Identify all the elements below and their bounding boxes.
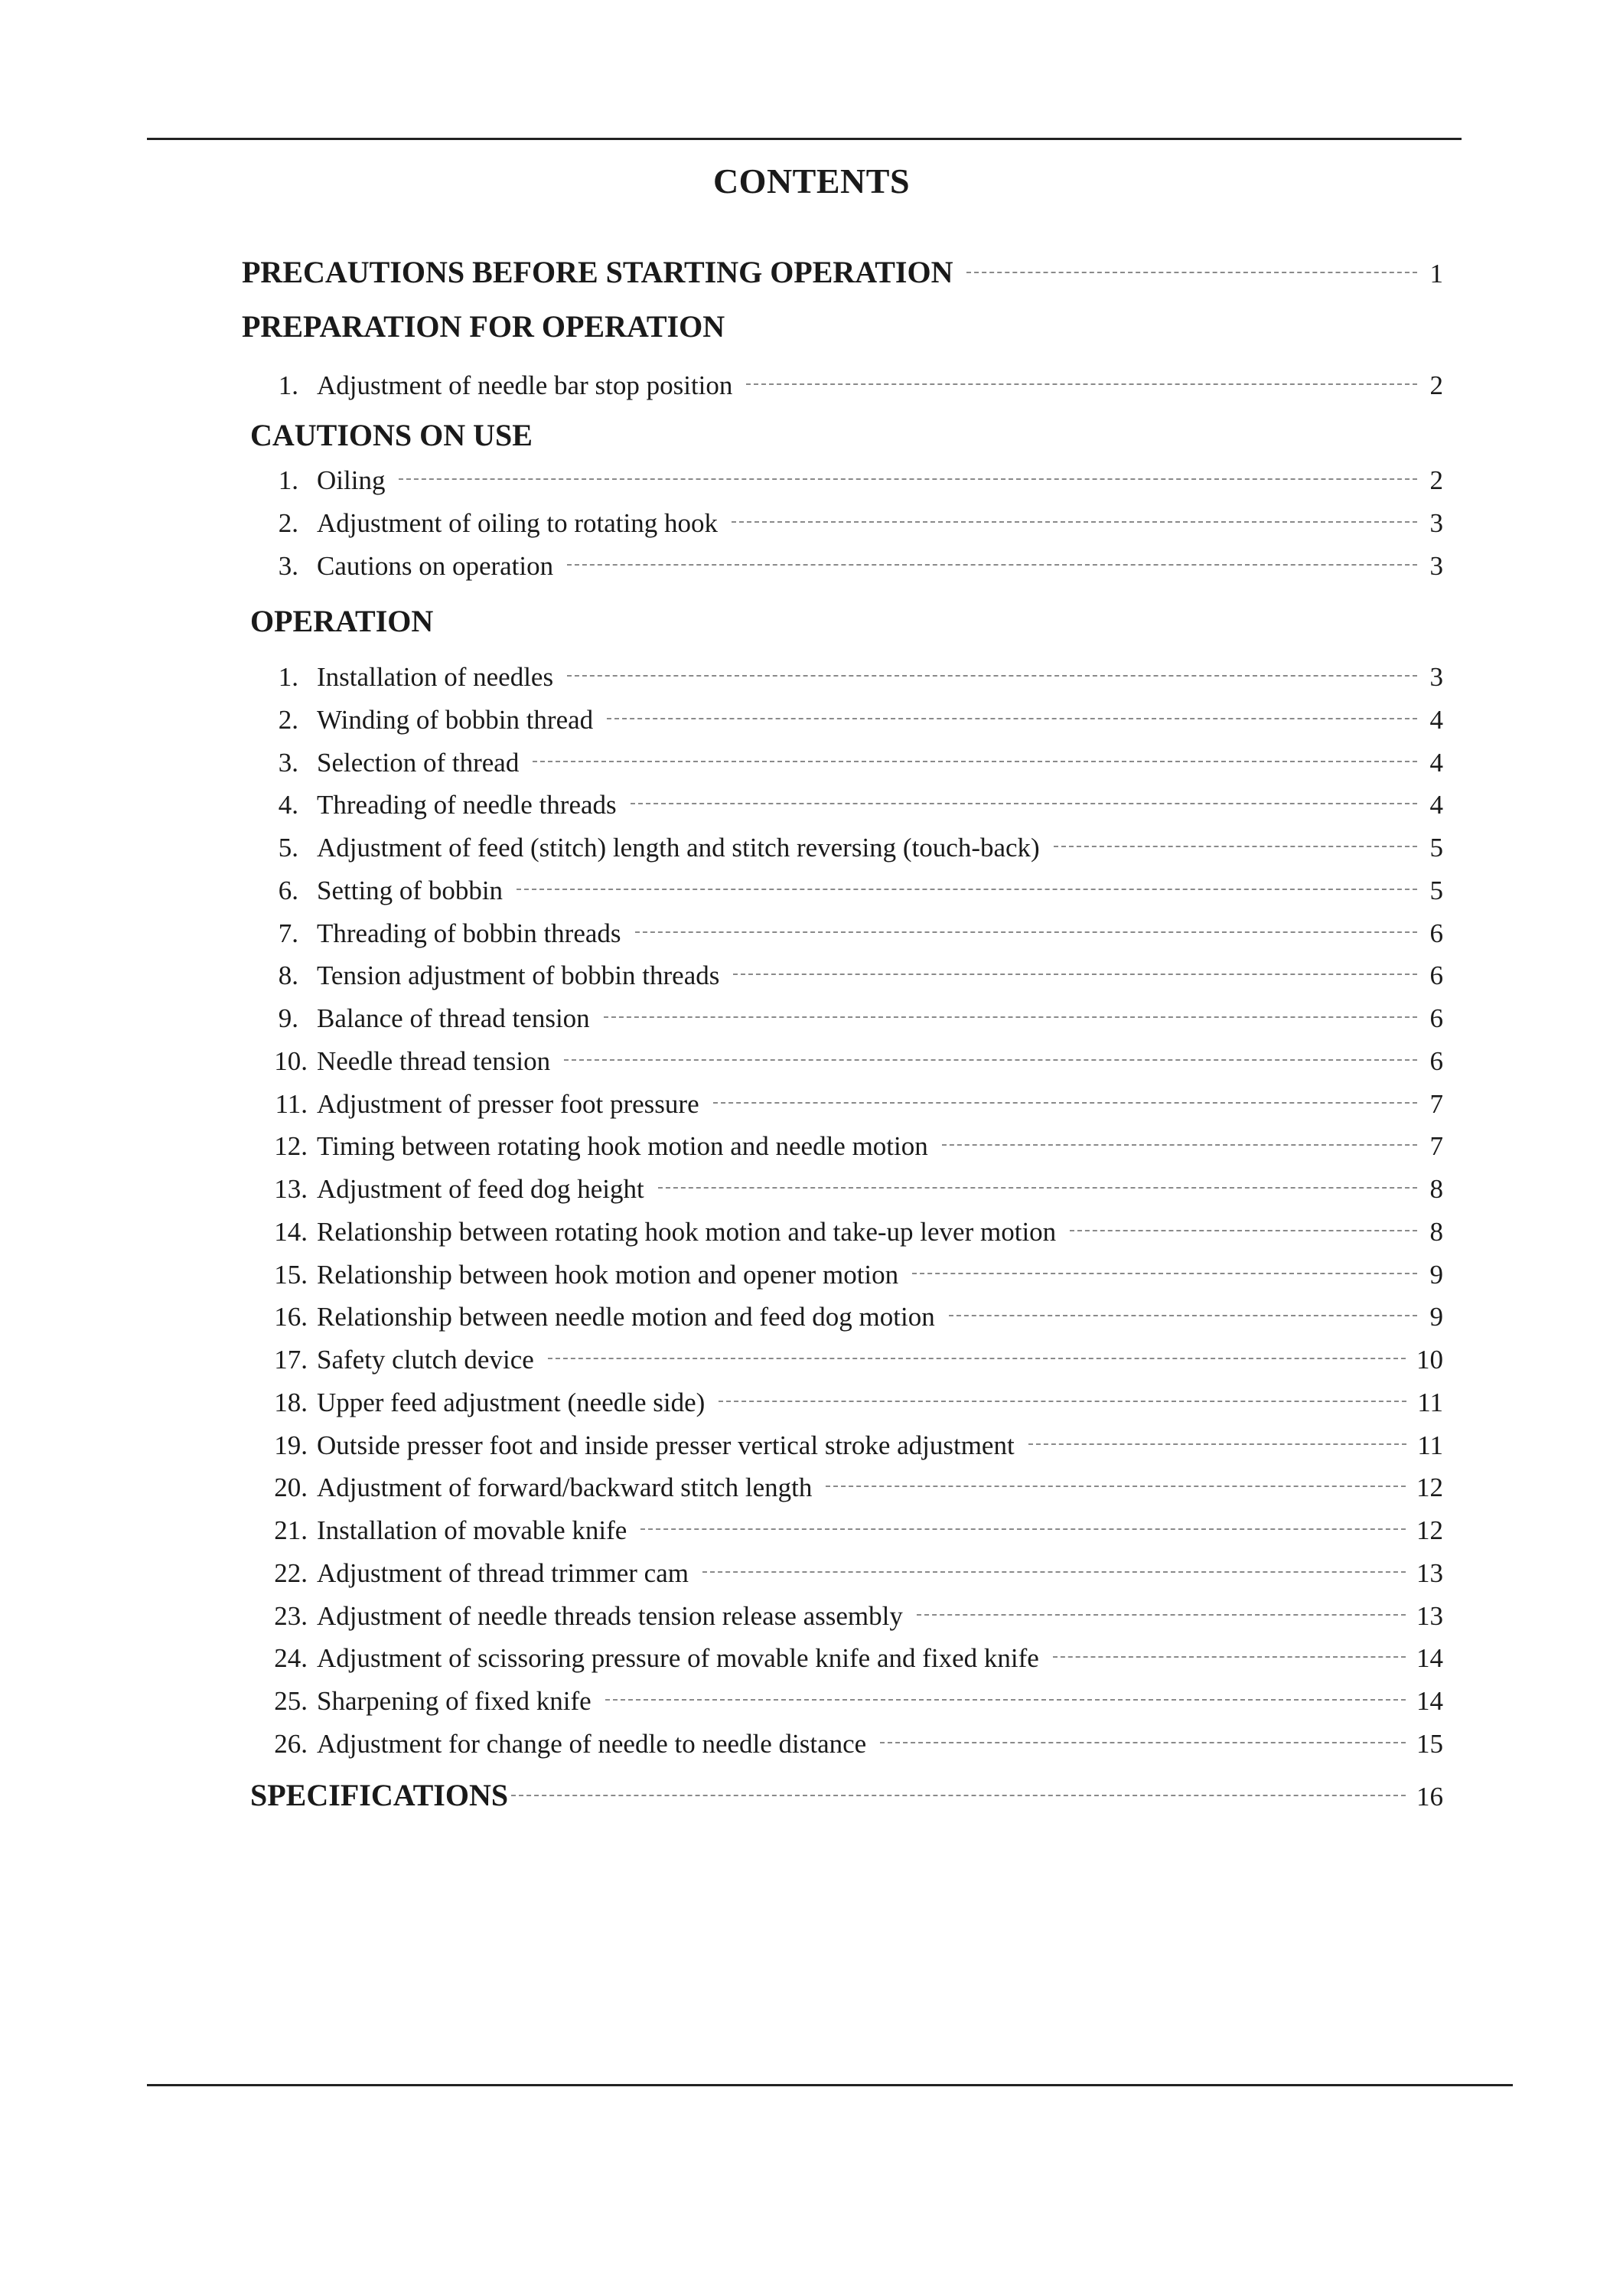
toc-entry-number: 23. (274, 1600, 308, 1631)
toc-entry-precautions[interactable] (242, 254, 1443, 290)
toc-page-number: 3 (1429, 508, 1443, 538)
toc-entry-label: Setting of bobbin (317, 875, 504, 905)
toc-page-number: 5 (1429, 833, 1443, 863)
dot-leader (719, 1401, 1406, 1402)
toc-page-number: 9 (1429, 1302, 1443, 1332)
dot-leader (966, 272, 1417, 273)
toc-page-number: 11 (1417, 1387, 1443, 1417)
toc-entry-label: Adjustment for change of needle to needle distance (317, 1728, 867, 1759)
toc-entry-label: Adjustment of forward/backward stitch length (317, 1473, 813, 1503)
toc-page-number: 4 (1429, 704, 1443, 735)
toc-page-number: 6 (1429, 1003, 1443, 1033)
toc-entry-label: Timing between rotating hook motion and needle motion (317, 1131, 928, 1162)
toc-entry-label: Upper feed adjustment (needle side) (317, 1387, 706, 1417)
toc-entry-label: Sharpening of fixed knife (317, 1686, 592, 1716)
dot-leader (1053, 1656, 1406, 1658)
toc-entry-number: 2. (278, 508, 298, 538)
toc-entry[interactable] (242, 1388, 1443, 1418)
dot-leader (733, 974, 1417, 975)
toc-entry-label: Balance of thread tension (317, 1003, 590, 1033)
toc-entry[interactable] (242, 1643, 1443, 1674)
toc-entry-number: 24. (274, 1643, 308, 1674)
dot-leader (746, 383, 1417, 385)
toc-entry-label: Adjustment of thread trimmer cam (317, 1557, 689, 1588)
toc-entry[interactable] (242, 1686, 1443, 1717)
toc-entry[interactable] (242, 1260, 1443, 1290)
section-heading-cautions: CAUTIONS ON USE (250, 418, 533, 452)
dot-leader (564, 1059, 1417, 1061)
dot-leader (658, 1187, 1417, 1189)
toc-entry-label: Cautions on operation (317, 551, 554, 581)
toc-entry[interactable] (242, 1729, 1443, 1760)
toc-page-number: 3 (1429, 662, 1443, 692)
dot-leader (533, 761, 1417, 762)
dot-leader (912, 1273, 1417, 1274)
toc-entry[interactable] (242, 370, 1443, 401)
toc-entry[interactable] (242, 1345, 1443, 1375)
page-title: CONTENTS (712, 161, 911, 201)
toc-entry-label: Adjustment of feed (stitch) length and stitch reversing (touch-back) (317, 833, 1040, 863)
toc-page-number: 12 (1416, 1473, 1443, 1503)
toc-page-number: 16 (1416, 1782, 1443, 1812)
toc-entry-label: Winding of bobbin thread (317, 704, 594, 735)
toc-page-number: 7 (1429, 1131, 1443, 1162)
toc-page-number: 2 (1429, 370, 1443, 400)
toc-entry-number: 12. (274, 1131, 308, 1162)
toc-entry-label: Needle thread tension (317, 1045, 551, 1076)
toc-entry-number: 21. (274, 1515, 308, 1545)
toc-page-number: 5 (1429, 875, 1443, 905)
toc-entry-number: 25. (274, 1686, 308, 1716)
dot-leader (604, 1016, 1417, 1018)
toc-entry[interactable] (242, 465, 1443, 496)
dot-leader (1070, 1230, 1417, 1231)
toc-entry-number: 1. (278, 662, 298, 692)
toc-entry[interactable] (242, 1217, 1443, 1247)
toc-entry[interactable] (242, 748, 1443, 778)
toc-entry[interactable] (242, 1430, 1443, 1461)
dot-leader (635, 931, 1417, 933)
dot-leader (517, 889, 1417, 890)
toc-entry-label: Threading of needle threads (317, 790, 617, 820)
dot-leader (640, 1528, 1406, 1530)
toc-entry-label: Oiling (317, 465, 386, 495)
dot-leader (942, 1144, 1417, 1146)
dot-leader (702, 1571, 1406, 1573)
dot-leader (511, 1795, 1406, 1796)
toc-entry-number: 9. (278, 1003, 298, 1033)
toc-entry-number: 19. (274, 1430, 308, 1460)
toc-entry-label: Adjustment of scissoring pressure of movable knife and fixed knife (317, 1643, 1039, 1674)
toc-entry[interactable] (242, 1515, 1443, 1546)
toc-page-number: 6 (1429, 918, 1443, 948)
dot-leader (548, 1358, 1406, 1359)
toc-entry-label: Installation of movable knife (317, 1515, 627, 1545)
toc-entry-label: Relationship between hook motion and opener motion (317, 1259, 899, 1290)
toc-entry-number: 3. (278, 747, 298, 778)
toc-entry-label: Installation of needles (317, 662, 554, 692)
toc-page-number: 14 (1416, 1686, 1443, 1716)
toc-entry[interactable] (242, 876, 1443, 906)
dot-leader (1028, 1443, 1407, 1445)
bottom-rule (147, 2084, 1513, 2086)
toc-entry-label: Adjustment of oiling to rotating hook (317, 508, 718, 538)
toc-entry-number: 2. (278, 704, 298, 735)
toc-page-number: 13 (1416, 1600, 1443, 1631)
toc-entry[interactable] (242, 705, 1443, 735)
toc-entry-number: 3. (278, 551, 298, 581)
toc-entry[interactable] (242, 508, 1443, 539)
toc-page-number: 13 (1416, 1557, 1443, 1588)
section-heading-operation: OPERATION (250, 604, 434, 638)
toc-page-number: 15 (1416, 1728, 1443, 1759)
toc-page-number: 11 (1417, 1430, 1443, 1460)
dot-leader (605, 1699, 1406, 1701)
dot-leader (567, 675, 1417, 677)
toc-page-number: 3 (1429, 551, 1443, 581)
toc-page-number: 7 (1429, 1088, 1443, 1119)
toc-entry[interactable] (242, 833, 1443, 863)
toc-entry-number: 4. (278, 790, 298, 820)
dot-leader (567, 564, 1417, 566)
toc-page-number: 10 (1416, 1345, 1443, 1375)
dot-leader (631, 803, 1417, 804)
section-heading-preparation: PREPARATION FOR OPERATION (242, 309, 725, 344)
toc-entry-number: 8. (278, 960, 298, 991)
toc-entry-label: Adjustment of feed dog height (317, 1174, 644, 1204)
toc-entry-label: Outside presser foot and inside presser vertical stroke adjustment (317, 1430, 1015, 1460)
toc-page-number: 6 (1429, 1045, 1443, 1076)
dot-leader (607, 718, 1417, 719)
toc-entry[interactable] (242, 662, 1443, 693)
dot-leader (713, 1102, 1417, 1104)
toc-entry-label: Adjustment of needle threads tension release assembly (317, 1600, 903, 1631)
toc-entry-label: Selection of thread (317, 747, 520, 778)
toc-entry[interactable] (242, 1473, 1443, 1503)
toc-page-number: 14 (1416, 1643, 1443, 1674)
toc-page-number: 8 (1429, 1216, 1443, 1247)
toc-entry[interactable] (242, 1046, 1443, 1077)
toc-entry-number: 5. (278, 833, 298, 863)
toc-entry[interactable] (242, 1302, 1443, 1332)
toc-entry-number: 11. (275, 1088, 308, 1119)
toc-entry-number: 1. (278, 370, 298, 400)
toc-page-number: 6 (1429, 960, 1443, 991)
toc-entry-label: PRECAUTIONS BEFORE STARTING OPERATION (242, 255, 953, 289)
dot-leader (1054, 846, 1417, 847)
toc-entry[interactable] (242, 1174, 1443, 1205)
toc-page-number: 4 (1429, 747, 1443, 778)
toc-page-number: 1 (1429, 259, 1443, 289)
toc-entry-number: 26. (274, 1728, 308, 1759)
toc-entry-number: 22. (274, 1557, 308, 1588)
toc-entry[interactable] (242, 1131, 1443, 1162)
toc-page-number: 9 (1429, 1259, 1443, 1290)
toc-entry[interactable] (242, 1089, 1443, 1120)
toc-entry[interactable] (242, 960, 1443, 991)
toc-entry[interactable] (242, 1601, 1443, 1632)
toc-page-number: 4 (1429, 790, 1443, 820)
toc-entry-label: SPECIFICATIONS (250, 1778, 509, 1812)
toc-entry[interactable] (242, 1558, 1443, 1589)
toc-entry-number: 17. (274, 1345, 308, 1375)
toc-entry-label: Threading of bobbin threads (317, 918, 621, 948)
toc-entry-label: Relationship between needle motion and feed dog motion (317, 1302, 935, 1332)
toc-entry-number: 15. (274, 1259, 308, 1290)
toc-entry-number: 7. (278, 918, 298, 948)
toc-page-number: 2 (1429, 465, 1443, 495)
toc-page-number: 12 (1416, 1515, 1443, 1545)
toc-entry-number: 20. (274, 1473, 308, 1503)
toc-entry[interactable] (242, 551, 1443, 582)
toc-entry[interactable] (242, 918, 1443, 949)
dot-leader (826, 1486, 1406, 1487)
toc-entry-specifications[interactable] (250, 1777, 1443, 1813)
toc-entry-number: 6. (278, 875, 298, 905)
toc-entry-number: 18. (274, 1387, 308, 1417)
toc-entry-label: Adjustment of presser foot pressure (317, 1088, 699, 1119)
toc-entry-number: 16. (274, 1302, 308, 1332)
dot-leader (732, 521, 1417, 523)
dot-leader (880, 1742, 1406, 1743)
toc-entry-number: 13. (274, 1174, 308, 1204)
dot-leader (399, 478, 1417, 480)
toc-entry-label: Safety clutch device (317, 1345, 534, 1375)
dot-leader (949, 1315, 1417, 1316)
toc-entry-label: Relationship between rotating hook motion and take-up lever motion (317, 1216, 1057, 1247)
toc-entry-label: Adjustment of needle bar stop position (317, 370, 733, 400)
toc-entry-number: 10. (274, 1045, 308, 1076)
toc-entry-number: 14. (274, 1216, 308, 1247)
dot-leader (917, 1614, 1406, 1616)
toc-page-number: 8 (1429, 1174, 1443, 1204)
toc-entry[interactable] (242, 790, 1443, 820)
toc-entry[interactable] (242, 1003, 1443, 1034)
toc-entry-number: 1. (278, 465, 298, 495)
toc-entry-label: Tension adjustment of bobbin threads (317, 960, 720, 991)
